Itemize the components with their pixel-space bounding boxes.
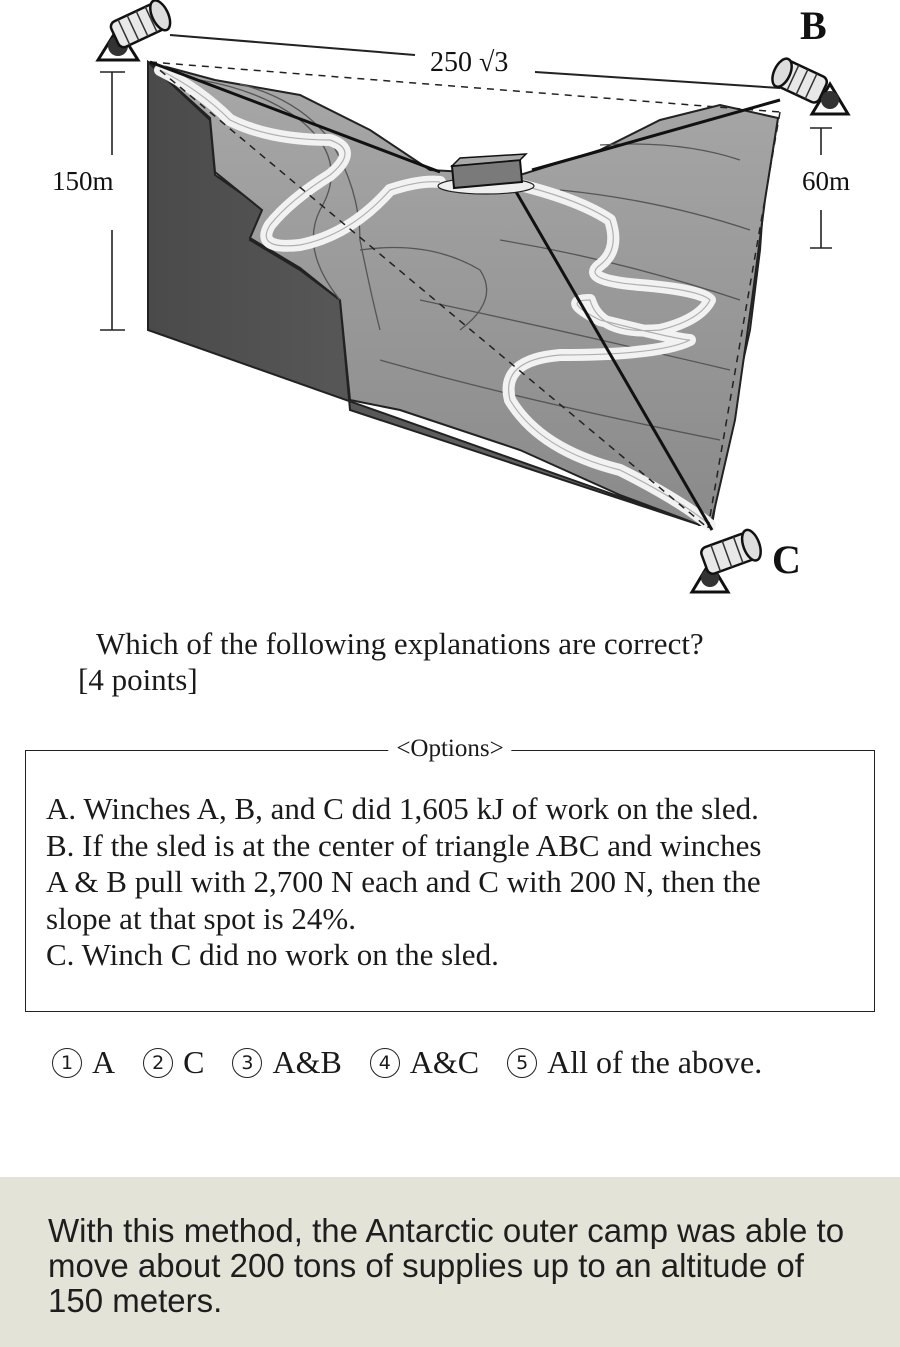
choice-4[interactable] — [370, 1044, 479, 1081]
option-line: B. If the sled is at the center of triangle ABC and winches — [46, 827, 762, 863]
footer-banner — [0, 1177, 900, 1347]
choice-label: A&C — [409, 1044, 480, 1080]
options-box — [25, 735, 875, 1012]
question-points: [4 points] — [78, 662, 198, 697]
winch-b-label: B — [800, 3, 827, 48]
distance-ab-label: 250 √3 — [430, 47, 509, 78]
height-b-label: 60m — [802, 166, 851, 196]
option-line: slope at that spot is 24%. — [46, 900, 356, 936]
choice-number: 2 — [143, 1048, 173, 1078]
choice-2[interactable] — [143, 1044, 204, 1081]
sled — [438, 154, 534, 194]
choice-number: 3 — [232, 1048, 262, 1078]
choice-5[interactable] — [507, 1044, 762, 1081]
winch-c-icon — [692, 527, 764, 592]
choice-1[interactable] — [52, 1044, 115, 1081]
terrain-diagram — [0, 0, 900, 610]
answer-choices — [52, 1044, 790, 1081]
options-list — [46, 791, 864, 974]
choice-number: 1 — [52, 1048, 82, 1078]
question-text — [78, 626, 858, 698]
terrain-figure — [0, 0, 900, 610]
choice-label: All of the above. — [547, 1044, 763, 1080]
winch-b-icon — [768, 56, 848, 114]
choice-number: 5 — [507, 1048, 537, 1078]
choice-label: A&B — [272, 1044, 342, 1080]
distance-line-left — [170, 35, 415, 55]
height-a-label: 150m — [52, 166, 114, 196]
distance-line-right — [535, 72, 780, 88]
choice-label: C — [183, 1044, 205, 1080]
option-line: C. Winch C did no work on the sled. — [46, 937, 499, 972]
option-line: A. Winches A, B, and C did 1,605 kJ of work on the sled. — [46, 791, 759, 826]
height-marker-a — [100, 72, 125, 330]
question-line: Which of the following explanations are correct? — [96, 626, 704, 661]
footer-text: With this method, the Antarctic outer camp was able to move about 200 tons of supplies up to an altitude of 150 meters. — [48, 1212, 845, 1319]
winch-c-label: C — [772, 537, 801, 582]
winch-a-icon — [98, 0, 174, 60]
choice-number: 4 — [370, 1048, 400, 1078]
choice-3[interactable] — [232, 1044, 341, 1081]
choice-label: A — [92, 1044, 116, 1080]
option-line: A & B pull with 2,700 N each and C with 200 N, then the — [46, 864, 761, 899]
options-title: <Options> — [388, 735, 511, 763]
